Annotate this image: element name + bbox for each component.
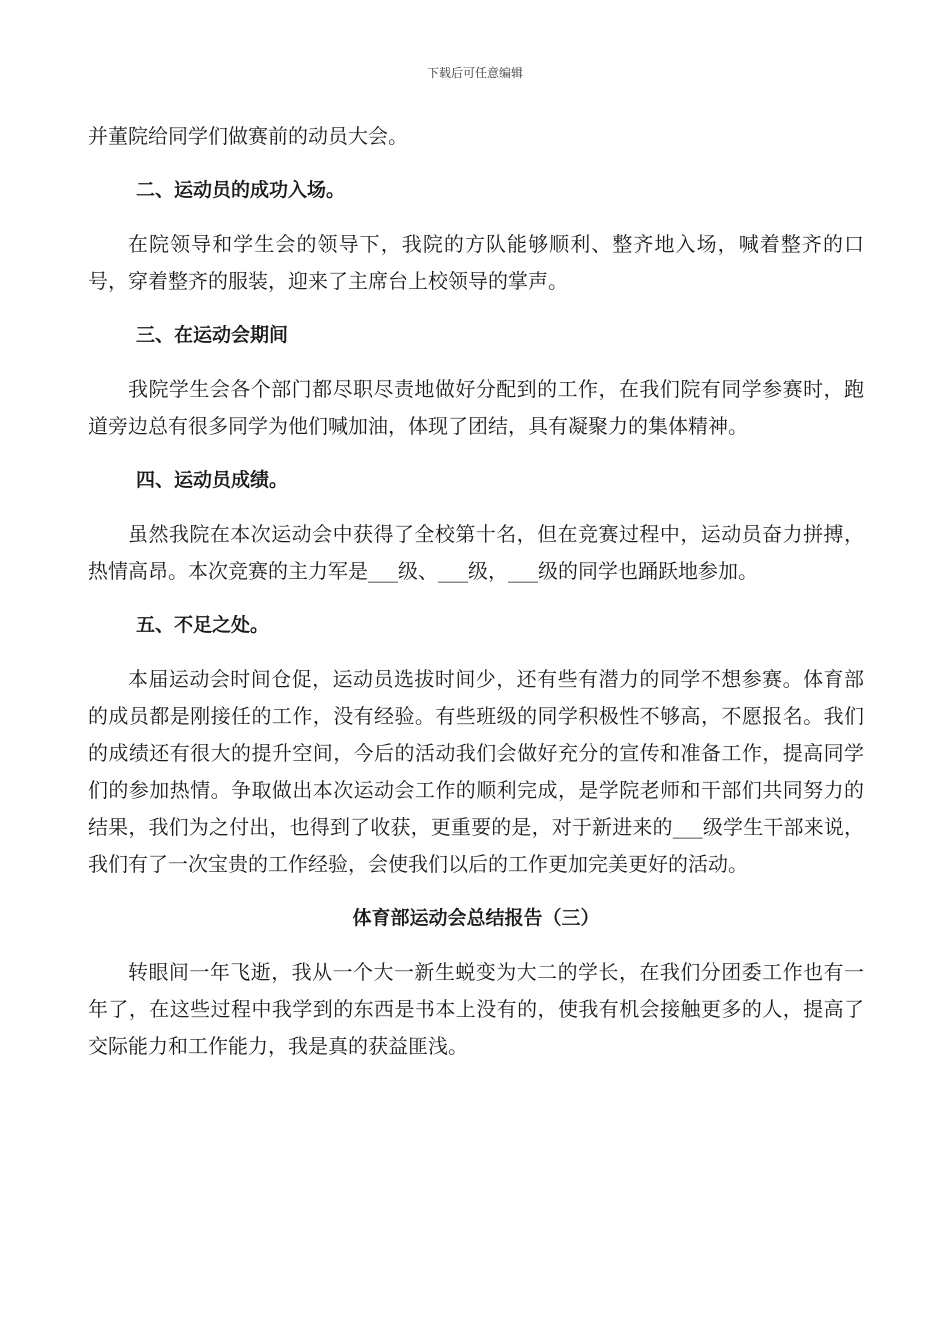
heading-shortcomings: 五、不足之处。 xyxy=(136,614,270,636)
paragraph-results: 虽然我院在本次运动会中获得了全校第十名，但在竞赛过程中，运动员奋力拼搏，热情高昂。本次竞赛的主力军是___级、___级，___级的同学也踊跃地参加。 xyxy=(88,522,864,583)
paragraph-continuation: 并董院给同学们做赛前的动员大会。 xyxy=(88,124,408,148)
paragraph-entrance: 在院领导和学生会的领导下，我院的方队能够顺利、整齐地入场，喊着整齐的口号，穿着整齐的服装，迎来了主席台上校领导的掌声。 xyxy=(88,232,864,293)
paragraph-during-games: 我院学生会各个部门都尽职尽责地做好分配到的工作，在我们院有同学参赛时，跑道旁边总有很多同学为他们喊加油，体现了团结，具有凝聚力的集体精神。 xyxy=(88,377,864,438)
heading-during-games: 三、在运动会期间 xyxy=(136,324,289,346)
section-title: 体育部运动会总结报告（三） xyxy=(352,907,600,929)
page-header: 下载后可任意编辑 xyxy=(426,66,523,80)
heading-athlete-entrance: 二、运动员的成功入场。 xyxy=(136,179,346,201)
heading-athlete-results: 四、运动员成绩。 xyxy=(136,469,289,491)
document-body xyxy=(88,118,864,1065)
paragraph-report-three: 转眼间一年飞逝，我从一个大一新生蜕变为大二的学长，在我们分团委工作也有一年了，在这些过程中我学到的东西是书本上没有的，使我有机会接触更多的人，提高了交际能力和工作能力，我是真的获益匪浅。 xyxy=(88,960,864,1058)
paragraph-shortcomings: 本届运动会时间仓促，运动员选拔时间少，还有些有潜力的同学不想参赛。体育部的成员都是刚接任的工作，没有经验。有些班级的同学积极性不够高，不愿报名。我们的成绩还有很大的提升空间，今后的活动我们会做好充分的宣传和准备工作，提高同学们的参加热情。争取做出本次运动会工作的顺利完成，是学院老师和干部们共同努力的结果，我们为之付出，也得到了收获，更重要的是，对于新进来的___级学生干部来说，我们有了一次宝贵的工作经验，会使我们以后的工作更加完美更好的活动。 xyxy=(88,667,864,876)
